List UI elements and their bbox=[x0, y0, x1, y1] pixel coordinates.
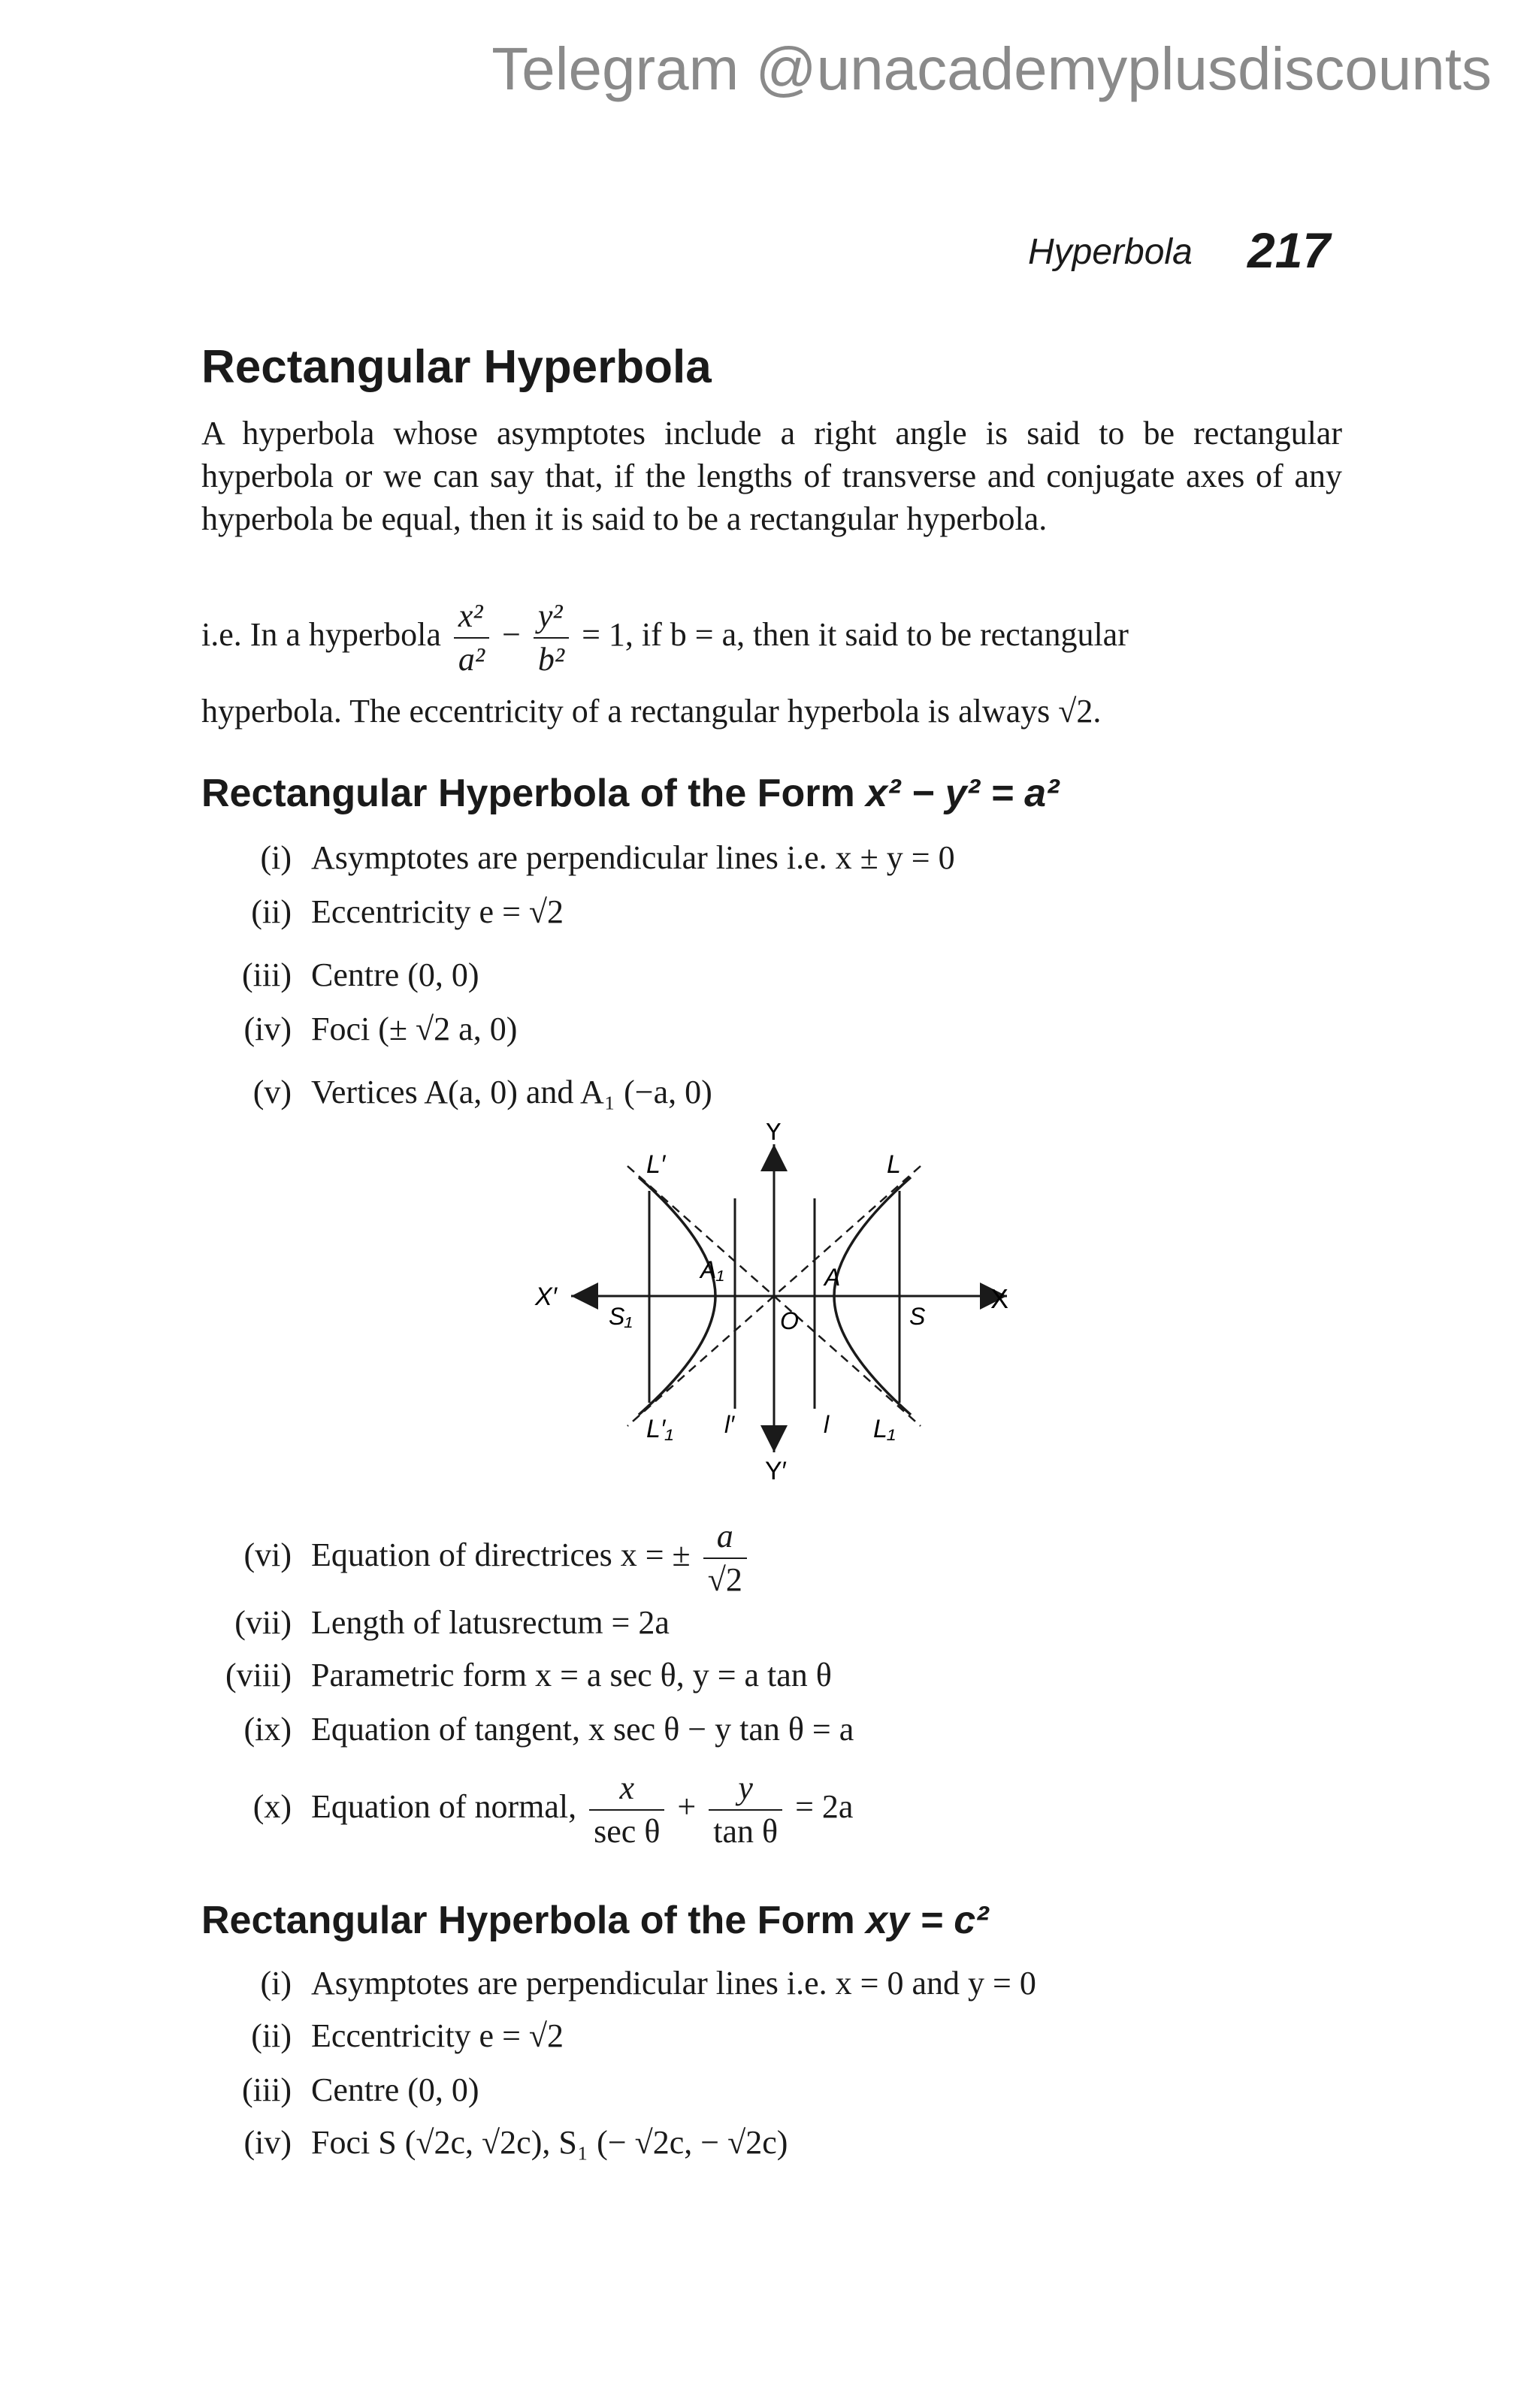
list-item bbox=[201, 1653, 832, 1698]
label-l-prime-1: L′₁ bbox=[646, 1415, 674, 1443]
frac-den: √2 bbox=[707, 1561, 742, 1598]
item-text: Parametric form x = a sec θ, y = a tan θ bbox=[311, 1657, 832, 1693]
section-heading-text: Rectangular Hyperbola of the Form bbox=[201, 1899, 855, 1942]
label-s: S bbox=[909, 1303, 926, 1330]
intro-paragraph: A hyperbola whose asymptotes include a right angle is said to be rectangular hyperbola or we can say that, if the lengths of transverse and conjugate axes of any hyperbola be equal, then it is said to be a rectangular hyperbola. bbox=[201, 415, 1342, 537]
item-number: (iii) bbox=[242, 956, 292, 993]
fraction-x2-a2 bbox=[454, 595, 489, 681]
label-l-lower: l bbox=[824, 1411, 830, 1438]
item-text: Eccentricity e = √2 bbox=[311, 2017, 564, 2054]
item-text: Centre (0, 0) bbox=[311, 2071, 479, 2108]
list-item bbox=[201, 1961, 1036, 2006]
list-item bbox=[201, 1506, 751, 1604]
frac-den: sec θ bbox=[594, 1812, 661, 1850]
section-heading-math: x² − y² = a² bbox=[866, 772, 1060, 815]
ie-line bbox=[201, 586, 1342, 684]
section-heading-text: Rectangular Hyperbola of the Form bbox=[201, 772, 855, 815]
item-text: Equation of directrices x = ± bbox=[311, 1536, 691, 1573]
item-number: (iv) bbox=[243, 1011, 292, 1047]
eccentricity-line: hyperbola. The eccentricity of a rectangular hyperbola is always √2. bbox=[201, 693, 1102, 730]
item-number: (vii) bbox=[234, 1604, 292, 1641]
label-y-prime: Y′ bbox=[765, 1457, 788, 1484]
section-heading-x2-y2 bbox=[201, 774, 1059, 813]
label-l1: L₁ bbox=[873, 1415, 896, 1443]
item-text: Equation of tangent, x sec θ − y tan θ = a bbox=[311, 1711, 854, 1748]
hyperbola-diagram bbox=[526, 1123, 1022, 1484]
item-number: (ii) bbox=[251, 2017, 292, 2054]
item-number: (vi) bbox=[243, 1536, 292, 1573]
label-a: A bbox=[824, 1264, 841, 1291]
list-item bbox=[201, 835, 955, 881]
fraction-a-root2 bbox=[703, 1515, 747, 1601]
fraction-y-tan bbox=[709, 1767, 782, 1853]
fraction-x-sec bbox=[589, 1767, 664, 1853]
frac-den: tan θ bbox=[713, 1812, 779, 1850]
page-number: 217 bbox=[1247, 222, 1331, 278]
item-text: Centre (0, 0) bbox=[311, 956, 479, 993]
item-number: (i) bbox=[260, 1965, 292, 2002]
section-heading-math: xy = c² bbox=[866, 1899, 989, 1942]
running-head: Hyperbola bbox=[1028, 232, 1193, 272]
minus-sign: − bbox=[502, 616, 521, 653]
watermark: Telegram @unacademyplusdiscounts bbox=[491, 35, 1492, 102]
ie-prefix: i.e. In a hyperbola bbox=[201, 616, 441, 653]
label-l-prime: L′ bbox=[646, 1150, 666, 1179]
frac-num: y bbox=[709, 1767, 782, 1811]
list-item bbox=[201, 1600, 670, 1645]
page-title: Rectangular Hyperbola bbox=[201, 341, 712, 393]
plus-sign: + bbox=[677, 1788, 697, 1825]
item-text: Asymptotes are perpendicular lines i.e. x = 0 and y = 0 bbox=[311, 1965, 1036, 2002]
list-item bbox=[201, 1007, 517, 1052]
item-text: Foci (± √2 a, 0) bbox=[311, 1011, 518, 1047]
frac-num: x bbox=[589, 1767, 664, 1811]
list-item bbox=[201, 890, 564, 935]
label-l: L bbox=[887, 1150, 901, 1179]
label-o: O bbox=[780, 1307, 799, 1334]
frac-num: a bbox=[703, 1515, 747, 1559]
label-x-prime: X′ bbox=[535, 1283, 558, 1311]
item-number: (ii) bbox=[251, 893, 292, 930]
item-number: (ix) bbox=[243, 1711, 292, 1748]
list-item bbox=[201, 2120, 788, 2165]
list-item bbox=[201, 2068, 479, 2113]
item-number: (iv) bbox=[243, 2124, 292, 2161]
label-l-prime-lower: l′ bbox=[724, 1411, 735, 1438]
item-number: (x) bbox=[252, 1788, 292, 1825]
item-text-suffix: = 2a bbox=[795, 1788, 854, 1825]
frac-den: a² bbox=[458, 640, 485, 678]
item-text: Asymptotes are perpendicular lines i.e. x ± y = 0 bbox=[311, 839, 955, 876]
item-number: (viii) bbox=[225, 1657, 292, 1693]
fraction-y2-b2 bbox=[534, 595, 569, 681]
item-text: Vertices A(a, 0) and A₁ (−a, 0) bbox=[311, 1074, 712, 1110]
item-text: Length of latusrectum = 2a bbox=[311, 1604, 670, 1641]
ie-suffix: = 1, if b = a, then it said to be rectangular bbox=[582, 616, 1129, 653]
list-item bbox=[201, 2014, 564, 2059]
list-item bbox=[201, 1758, 853, 1856]
item-number: (v) bbox=[252, 1074, 292, 1110]
list-item bbox=[201, 1707, 854, 1752]
frac-den: b² bbox=[537, 640, 565, 678]
item-number: (i) bbox=[260, 839, 292, 876]
list-item bbox=[201, 1070, 712, 1115]
label-x: X bbox=[990, 1283, 1009, 1314]
label-a1: A₁ bbox=[700, 1256, 724, 1283]
item-text: Eccentricity e = √2 bbox=[311, 893, 564, 930]
frac-num: x² bbox=[454, 595, 489, 639]
list-item bbox=[201, 953, 479, 998]
label-y: Y bbox=[765, 1123, 782, 1146]
item-number: (iii) bbox=[242, 2071, 292, 2108]
item-text: Equation of normal, bbox=[311, 1788, 577, 1825]
section-heading-xy-c2 bbox=[201, 1901, 988, 1940]
item-text: Foci S (√2c, √2c), S₁ (− √2c, − √2c) bbox=[311, 2124, 788, 2161]
label-s1: S₁ bbox=[609, 1303, 633, 1330]
frac-num: y² bbox=[534, 595, 569, 639]
